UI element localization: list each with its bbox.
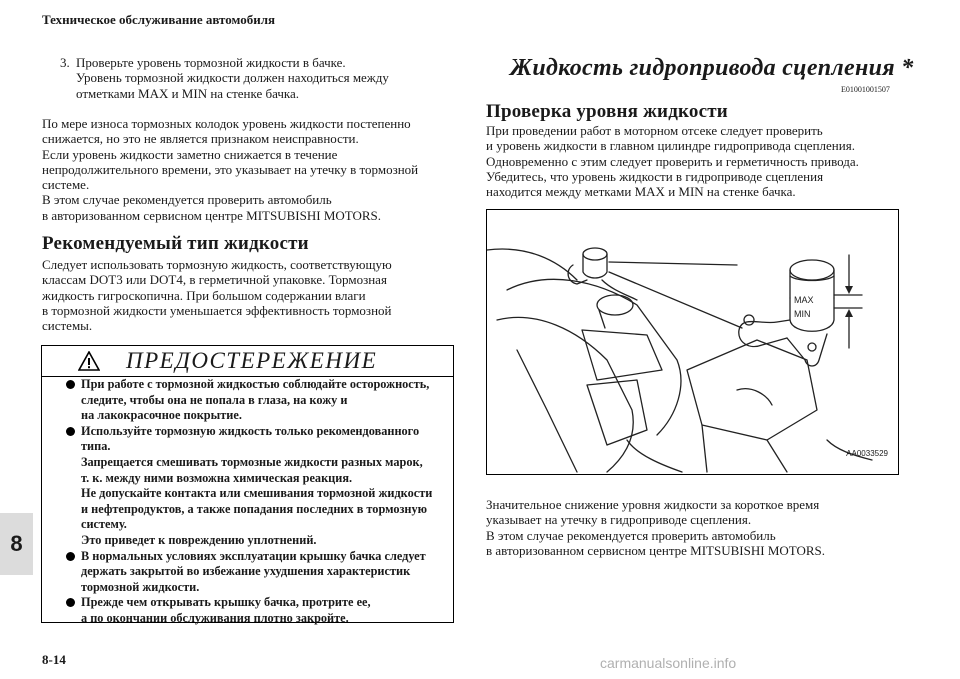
warning-line: При работе с тормозной жидкостью соблюдайте осторожность, bbox=[81, 377, 430, 391]
fluid-check-heading: Проверка уровня жидкости bbox=[486, 101, 728, 122]
clutch-reservoir-figure bbox=[486, 209, 899, 475]
warning-line: на лакокрасочное покрытие. bbox=[81, 408, 242, 423]
page-number: 8-14 bbox=[42, 652, 66, 667]
text-line: Одновременно с этим следует проверить и герметичность привода. bbox=[486, 153, 859, 169]
warning-line: Запрещается смешивать тормозные жидкости разных марок, bbox=[81, 454, 423, 469]
warning-title: ПРЕДОСТЕРЕЖЕНИЕ bbox=[126, 348, 378, 373]
warning-item bbox=[64, 377, 449, 424]
watermark: carmanualsonline.info bbox=[600, 655, 737, 671]
warning-line: В нормальных условиях эксплуатации крышку бачка следует bbox=[81, 548, 426, 563]
text-line: классам DOT3 или DOT4, в герметичной упаковке. Тормозная bbox=[42, 272, 387, 288]
warning-item bbox=[64, 424, 449, 549]
bullet-icon bbox=[66, 552, 75, 561]
max-label: MAX bbox=[794, 295, 814, 305]
text-line: Если уровень жидкости заметно снижается в течение bbox=[42, 146, 338, 162]
section-title: Жидкость гидропривода сцепления * bbox=[510, 55, 914, 81]
warning-line: Не допускайте контакта или смешивания тормозной жидкости bbox=[81, 486, 433, 501]
leak-paragraph bbox=[486, 497, 906, 558]
warning-line: а по окончании обслуживания плотно закройте. bbox=[81, 610, 349, 625]
text-line: системы. bbox=[42, 318, 93, 334]
warning-line: следите, чтобы она не попала в глаза, на кожу и bbox=[81, 392, 348, 407]
warning-line: Прежде чем открывать крышку бачка, протрите ее, bbox=[81, 595, 371, 610]
text-line: и уровень жидкости в главном цилиндре гидропривода сцепления. bbox=[486, 138, 855, 154]
warning-line: Используйте тормозную жидкость только рекомендованного bbox=[81, 423, 420, 438]
text-line: Следует использовать тормозную жидкость, соответствующую bbox=[42, 257, 392, 272]
step-3 bbox=[60, 55, 450, 101]
warning-line: тормозной жидкости. bbox=[81, 579, 200, 594]
text-line: указывает на утечку в гидроприводе сцепления. bbox=[486, 512, 752, 528]
text-line: находится между метками MAX и MIN на стенке бачка. bbox=[486, 184, 796, 200]
step-line: Уровень тормозной жидкости должен находиться между bbox=[76, 70, 389, 86]
bullet-icon bbox=[66, 427, 75, 436]
warning-list bbox=[64, 377, 449, 627]
recommended-fluid-paragraph bbox=[42, 257, 452, 333]
warning-line: держать закрытой во избежание ухудшения характеристик bbox=[81, 564, 411, 579]
text-line: в авторизованном сервисном центре MITSUBISHI MOTORS. bbox=[42, 207, 382, 223]
warning-triangle-icon bbox=[78, 351, 100, 371]
warning-line: и нефтепродуктов, а также попадания последних в тормозную bbox=[81, 501, 428, 516]
min-label: MIN bbox=[794, 309, 811, 319]
warning-line: систему. bbox=[81, 517, 127, 532]
text-line: непродолжительного времени, это указывает на утечку в тормозной bbox=[42, 161, 419, 177]
fluid-check-paragraph bbox=[486, 123, 906, 199]
text-line: в авторизованном сервисном центре MITSUBISHI MOTORS. bbox=[486, 542, 826, 558]
warning-line: Это приведет к повреждению уплотнений. bbox=[81, 532, 317, 547]
text-line: По мере износа тормозных колодок уровень жидкости постепенно bbox=[42, 116, 411, 131]
warning-header bbox=[42, 346, 453, 377]
text-line: Значительное снижение уровня жидкости за короткое время bbox=[486, 497, 820, 512]
chapter-tab: 8 bbox=[0, 513, 33, 575]
text-line: системе. bbox=[42, 177, 90, 193]
step-number: 3. bbox=[60, 55, 70, 70]
text-line: В этом случае рекомендуется проверить автомобиль bbox=[42, 192, 332, 208]
engine-bay-illustration bbox=[487, 210, 897, 473]
figure-code: AA0033529 bbox=[846, 449, 888, 458]
text-line: в тормозной жидкости уменьшается эффективность тормозной bbox=[42, 302, 392, 318]
text-line: снижается, но это не является признаком неисправности. bbox=[42, 131, 359, 147]
warning-item bbox=[64, 595, 449, 626]
text-line: жидкость гигроскопична. При большом содержании влаги bbox=[42, 287, 366, 303]
text-line: При проведении работ в моторном отсеке следует проверить bbox=[486, 123, 823, 138]
bullet-icon bbox=[66, 598, 75, 607]
recommended-fluid-heading: Рекомендуемый тип жидкости bbox=[42, 233, 309, 254]
step-line: Проверьте уровень тормозной жидкости в бачке. bbox=[76, 55, 346, 70]
step-text bbox=[76, 55, 450, 101]
wear-paragraph bbox=[42, 116, 452, 223]
step-line: отметками MAX и MIN на стенке бачка. bbox=[76, 85, 300, 101]
text-line: В этом случае рекомендуется проверить автомобиль bbox=[486, 527, 776, 543]
warning-line: т. к. между ними возможна химическая реакция. bbox=[81, 470, 353, 485]
warning-line: типа. bbox=[81, 439, 111, 454]
running-header: Техническое обслуживание автомобиля bbox=[42, 12, 276, 27]
warning-box bbox=[41, 345, 454, 623]
bullet-icon bbox=[66, 380, 75, 389]
section-code: E01001001507 bbox=[841, 85, 890, 94]
text-line: Убедитесь, что уровень жидкости в гидроприводе сцепления bbox=[486, 168, 824, 184]
warning-item bbox=[64, 549, 449, 596]
